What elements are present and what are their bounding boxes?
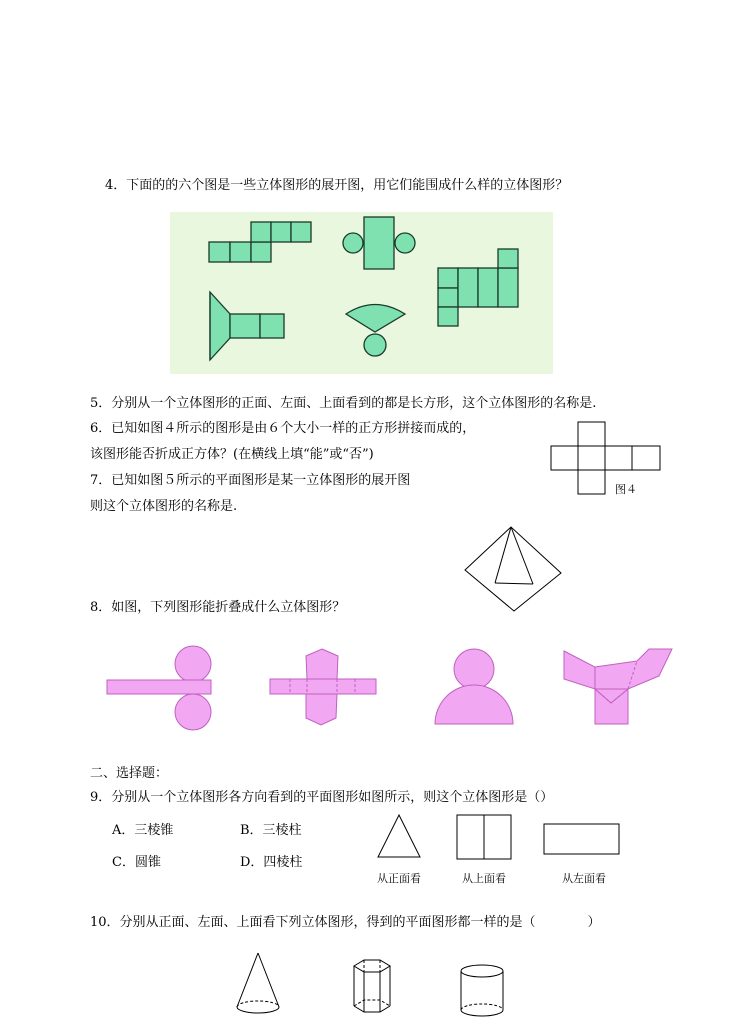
question-9: 9．分别从一个立体图形各方向看到的平面图形如图所示，则这个立体图形是（） [90,790,554,805]
option-a[interactable]: A．三棱锥 [112,823,174,838]
option-c[interactable]: C．圆锥 [112,855,161,870]
question-6-line-2: 该图形能否折成正方体？(在横线上填“能”或“否”) [90,447,374,462]
question-5: 5．分别从一个立体图形的正面、左面、上面看到的都是长方形，这个立体图形的名称是. [90,396,597,411]
question-10: 10．分别从正面、左面、上面看下列立体图形，得到的平面图形都一样的是（ ） [90,915,601,930]
figure-4-label: 图４ [615,483,637,496]
view-label-front: 从正面看 [377,872,421,885]
view-label-left: 从左面看 [562,872,606,885]
question-7-line-2: 则这个立体图形的名称是. [90,499,238,514]
solid-hexagonal-prism [354,960,390,1012]
section-2-title: 二、选择题： [90,766,169,781]
question-8: 8．如图，下列图形能折叠成什么立体图形？ [90,600,346,615]
question-6-line-1: 6．已知如图４所示的图形是由６个大小一样的正方形拼接而成的， [90,421,476,436]
solid-cone [237,953,279,1013]
solid-cylinder [461,965,503,1016]
option-b[interactable]: B．三棱柱 [240,823,302,838]
view-label-top: 从上面看 [462,872,506,885]
question-7-line-1: 7．已知如图５所示的平面图形是某一立体图形的展开图 [90,473,411,488]
question-4: 4．下面的的六个图是一些立体图形的展开图，用它们能围成什么样的立体图形？ [105,178,569,193]
option-d[interactable]: D．四棱柱 [240,855,303,870]
